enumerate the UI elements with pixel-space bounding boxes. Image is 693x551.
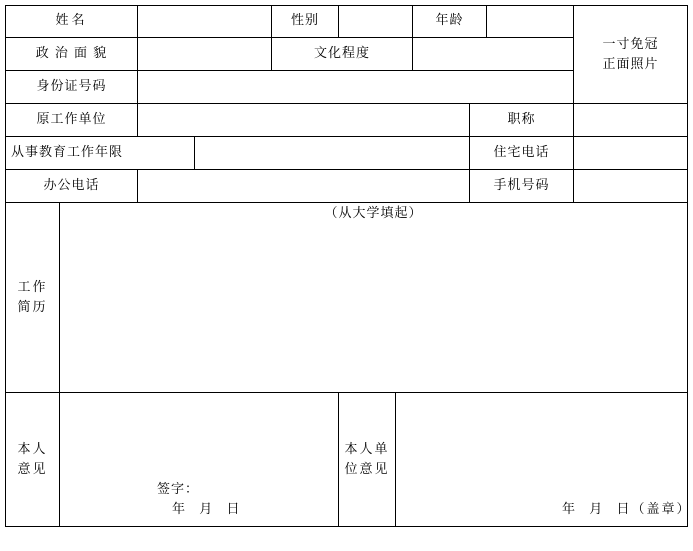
- work-history-field[interactable]: [60, 203, 687, 392]
- unit-opinion-label-line2: 位意见: [344, 462, 390, 477]
- mobile-label: 手机号码: [493, 178, 550, 193]
- gender-label: 性别: [290, 13, 319, 28]
- unit-opinion-label-line1: 本人单: [344, 442, 390, 457]
- id-number-field[interactable]: [138, 71, 573, 103]
- age-label: 年龄: [435, 13, 464, 28]
- work-history-label-line1: 工作: [17, 280, 48, 295]
- home-phone-field[interactable]: [574, 137, 687, 169]
- signature-label: 签字：: [157, 482, 200, 497]
- political-status-label: 政 治 面 貌: [35, 46, 108, 61]
- personal-opinion-label-line1: 本人: [17, 442, 48, 457]
- gender-field[interactable]: [339, 6, 412, 37]
- age-field[interactable]: [487, 6, 573, 37]
- education-label: 文化程度: [313, 46, 370, 61]
- photo-hint-line2: 正面照片: [602, 57, 659, 72]
- name-label: 姓名: [55, 13, 88, 28]
- personal-date: 年 月 日: [172, 502, 242, 517]
- rule: [5, 526, 688, 527]
- title-label: 职称: [507, 112, 536, 127]
- rule: [687, 5, 688, 527]
- office-phone-field[interactable]: [138, 170, 469, 202]
- office-phone-label: 办公电话: [43, 178, 100, 193]
- id-number-label: 身份证号码: [36, 79, 107, 94]
- teaching-years-label: 从事教育工作年限: [11, 145, 124, 160]
- education-field[interactable]: [413, 38, 573, 70]
- name-field[interactable]: [138, 6, 271, 37]
- home-phone-label: 住宅电话: [493, 145, 550, 160]
- photo-area[interactable]: [574, 6, 687, 103]
- work-history-hint: （从大学填起）: [324, 206, 423, 221]
- work-history-label-line2: 简历: [17, 300, 48, 315]
- personal-opinion-label-line2: 意见: [17, 462, 48, 477]
- political-status-field[interactable]: [138, 38, 271, 70]
- former-employer-label: 原工作单位: [36, 112, 107, 127]
- former-employer-field[interactable]: [138, 104, 469, 136]
- photo-hint-line1: 一寸免冠: [602, 37, 659, 52]
- mobile-field[interactable]: [574, 170, 687, 202]
- teaching-years-field[interactable]: [195, 137, 469, 169]
- title-field[interactable]: [574, 104, 687, 136]
- unit-date-seal: 年 月 日（盖章）: [562, 502, 692, 517]
